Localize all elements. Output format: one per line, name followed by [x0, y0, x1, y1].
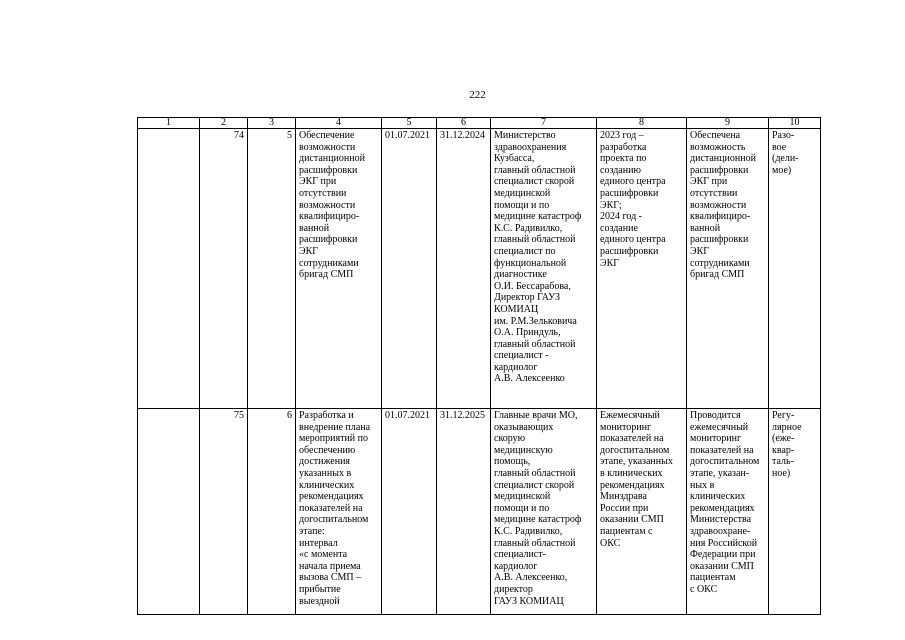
cell-text-line: ванной [690, 222, 721, 234]
cell-text-line: помощь, [494, 456, 531, 468]
cell-text-line: Регу- [772, 410, 795, 421]
row-col-1 [138, 409, 200, 615]
periodicity [769, 409, 821, 615]
cell-text-line: им. Р.М.Зельковича [494, 315, 577, 327]
cell-text-line: указанных в [299, 467, 352, 479]
cell-text-line: Разо- [772, 130, 795, 141]
responsible-parties [491, 409, 597, 615]
cell-text-line: ЭКГ [600, 257, 620, 269]
cell-text-line: в клинических [600, 467, 663, 479]
cell-text-line: рекомендациях [299, 491, 364, 503]
cell-text-line: А.В. Алексеенко, [494, 572, 568, 584]
cell-text-line: медицине катастроф [494, 514, 582, 526]
cell-text-line: Главные врачи МО, [494, 410, 578, 421]
cell-text-line: директор [494, 583, 533, 595]
cell-text-line: отсутствии [690, 187, 738, 199]
cell-text-line: отсутствии [299, 187, 347, 199]
cell-text-line: сотрудниками [690, 257, 750, 269]
start-date: 01.07.2021 [382, 129, 437, 409]
cell-text-line: клинических [299, 479, 355, 491]
expected-result [597, 129, 687, 409]
cell-text-line: ЭКГ при [299, 176, 337, 188]
cell-text-line: К.С. Радивилко, [494, 525, 563, 537]
cell-text-line: А.В. Алексеенко [494, 373, 565, 385]
header-cell: 3 [248, 118, 296, 129]
start-date: 01.07.2021 [382, 409, 437, 615]
cell-text-line: медицинской [494, 187, 551, 199]
cell-text-line: квар- [772, 444, 795, 456]
cell-text-line: специалист скорой [494, 479, 575, 491]
cell-text-line: главный областной [494, 234, 576, 246]
header-cell: 6 [437, 118, 491, 129]
cell-text-line: кардиолог [494, 361, 538, 373]
cell-text-line: ное) [772, 467, 791, 479]
cell-text-line: расшифровки [690, 234, 749, 246]
cell-text-line: медицине катастроф [494, 211, 582, 223]
cell-text-line: мероприятий по [299, 433, 368, 445]
cell-text-line: показателей на [299, 502, 363, 514]
cell-text-line: возможности [299, 199, 356, 211]
plan-table [137, 117, 821, 615]
measure-description [296, 129, 382, 409]
cell-text-line: помощи и по [494, 502, 550, 514]
header-cell: 2 [200, 118, 248, 129]
item-number: 6 [248, 409, 296, 615]
cell-text-line: ЭКГ при [690, 176, 728, 188]
cell-text-line: Обеспечена [690, 130, 741, 141]
cell-text-line: главный областной [494, 164, 576, 176]
cell-text-line: квалифициро- [690, 211, 751, 223]
cell-text-line: возможности [299, 141, 356, 153]
cell-text-line: главный областной [494, 537, 576, 549]
cell-text-line: созданию [600, 164, 641, 176]
responsible-parties [491, 129, 597, 409]
cell-text-line: скорую [494, 433, 526, 445]
measure-description [296, 409, 382, 615]
cell-text-line: специалист по [494, 245, 556, 257]
cell-text-line: ГАУЗ КОМИАЦ [494, 595, 564, 607]
cell-text-line: Директор ГАУЗ [494, 292, 561, 304]
cell-text-line: «с момента [299, 549, 348, 561]
cell-text-line: внедрение плана [299, 421, 371, 433]
header-cell: 9 [687, 118, 769, 129]
cell-text-line: медицинскую [494, 444, 553, 456]
cell-text-line: 2023 год – [600, 130, 644, 141]
cell-text-line: Кузбасса, [494, 153, 535, 165]
cell-text-line: квалифициро- [299, 211, 360, 223]
cell-text-line: рекомендациях [600, 479, 665, 491]
page-number: 222 [469, 89, 486, 101]
cell-text-line: диагностике [494, 269, 547, 281]
cell-text-line: России при [600, 502, 649, 514]
cell-text-line: догоспитальном [690, 456, 760, 468]
cell-text-line: Обеспечение [299, 130, 355, 141]
expected-result [597, 409, 687, 615]
row-number: 74 [200, 129, 248, 409]
cell-text-line: показателей на [600, 433, 664, 445]
cell-text-line: оказании СМП [690, 560, 754, 572]
cell-text-line: этапе: [299, 525, 325, 537]
cell-text-line: догоспитальном [600, 444, 670, 456]
cell-text-line: оказании СМП [600, 514, 664, 526]
cell-text-line: расшифровки [690, 164, 749, 176]
cell-text-line: этапе, указан- [690, 467, 750, 479]
cell-text-line: расшифровки [299, 164, 358, 176]
cell-text-line: (дели- [772, 153, 799, 165]
cell-text-line: Разработка и [299, 410, 354, 421]
table-row [138, 129, 821, 409]
cell-text-line: таль- [772, 456, 794, 468]
cell-text-line: Министерство [494, 130, 556, 141]
header-cell: 10 [769, 118, 821, 129]
cell-text-line: специалист- [494, 549, 546, 561]
cell-text-line: начала приема [299, 560, 361, 572]
cell-text-line: К.С. Радивилко, [494, 222, 563, 234]
cell-text-line: дистанционной [299, 153, 365, 165]
cell-text-line: О.А. Приндуль, [494, 327, 561, 339]
cell-text-line: бригад СМП [690, 269, 745, 281]
cell-text-line: оказывающих [494, 421, 554, 433]
cell-text-line: Министерства [690, 514, 752, 526]
cell-text-line: здравоохранения [494, 141, 567, 153]
cell-text-line: специалист скорой [494, 176, 575, 188]
cell-text-line: показателей на [690, 444, 754, 456]
table-header-row [138, 118, 821, 129]
cell-text-line: возможность [690, 141, 746, 153]
end-date: 31.12.2025 [437, 409, 491, 615]
cell-text-line: ЭКГ [299, 245, 319, 257]
cell-text-line: этапе, указанных [600, 456, 673, 468]
cell-text-line: с ОКС [690, 583, 718, 595]
cell-text-line: медицинской [494, 491, 551, 503]
cell-text-line: расшифровки [600, 187, 659, 199]
cell-text-line: возможности [690, 199, 747, 211]
cell-text-line: проекта по [600, 153, 647, 165]
cell-text-line: прибытие [299, 583, 341, 595]
cell-text-line: ЭКГ; [600, 199, 622, 211]
cell-text-line: Минздрава [600, 491, 647, 503]
cell-text-line: единого центра [600, 234, 666, 246]
cell-text-line: 2024 год - [600, 211, 642, 223]
cell-text-line: создание [600, 222, 638, 234]
end-date: 31.12.2024 [437, 129, 491, 409]
header-cell: 1 [138, 118, 200, 129]
cell-text-line: ния Российской [690, 537, 758, 549]
cell-text-line: достижения [299, 456, 351, 468]
row-number: 75 [200, 409, 248, 615]
cell-text-line: здравоохране- [690, 525, 751, 537]
cell-text-line: бригад СМП [299, 269, 354, 281]
cell-text-line: ных в [690, 479, 715, 491]
cell-text-line: догоспитальном [299, 514, 369, 526]
cell-text-line: кардиолог [494, 560, 538, 572]
cell-text-line: пациентам [690, 572, 736, 584]
cell-text-line: вызова СМП – [299, 572, 362, 584]
cell-text-line: обеспечению [299, 444, 356, 456]
cell-text-line: единого центра [600, 176, 666, 188]
cell-text-line: интервал [299, 537, 338, 549]
cell-text-line: ОКС [600, 537, 621, 549]
cell-text-line: главный областной [494, 338, 576, 350]
cell-text-line: расшифровки [299, 234, 358, 246]
table-row [138, 409, 821, 615]
cell-text-line: Федерации при [690, 549, 756, 561]
row-col-1 [138, 129, 200, 409]
cell-text-line: расшифровки [600, 245, 659, 257]
cell-text-line: мониторинг [690, 433, 742, 445]
header-cell: 8 [597, 118, 687, 129]
cell-text-line: (еже- [772, 433, 795, 445]
cell-text-line: функциональной [494, 257, 567, 269]
periodicity [769, 129, 821, 409]
cell-text-line: мое) [772, 164, 792, 176]
cell-text-line: ежемесячный [690, 421, 749, 433]
cell-text-line: Проводится [690, 410, 741, 421]
header-cell: 7 [491, 118, 597, 129]
status-result [687, 409, 769, 615]
cell-text-line: дистанционной [690, 153, 756, 165]
cell-text-line: помощи и по [494, 199, 550, 211]
header-cell: 4 [296, 118, 382, 129]
cell-text-line: пациентам с [600, 525, 653, 537]
cell-text-line: вое [772, 141, 787, 153]
cell-text-line: ЭКГ [690, 245, 710, 257]
cell-text-line: КОМИАЦ [494, 303, 539, 315]
item-number: 5 [248, 129, 296, 409]
cell-text-line: ванной [299, 222, 330, 234]
cell-text-line: специалист - [494, 350, 549, 362]
cell-text-line: лярное [772, 421, 802, 433]
cell-text-line: Ежемесячный [600, 410, 660, 421]
cell-text-line: рекомендациях [690, 502, 755, 514]
cell-text-line: О.И. Бессарабова, [494, 280, 571, 292]
cell-text-line: сотрудниками [299, 257, 359, 269]
cell-text-line: разработка [600, 141, 647, 153]
cell-text-line: главный областной [494, 467, 576, 479]
status-result [687, 129, 769, 409]
header-cell: 5 [382, 118, 437, 129]
cell-text-line: выездной [299, 595, 340, 607]
cell-text-line: мониторинг [600, 421, 652, 433]
cell-text-line: клинических [690, 491, 746, 503]
